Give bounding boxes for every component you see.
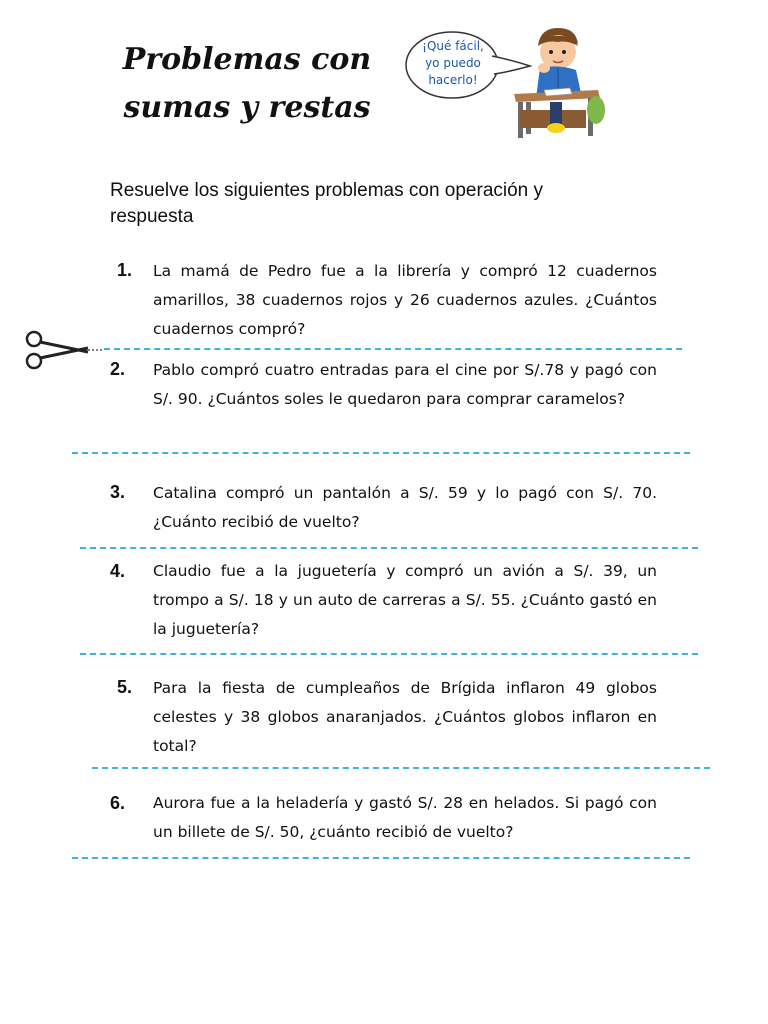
cut-line-2: [72, 452, 690, 454]
cut-line-3: [80, 547, 698, 549]
title-line-1: Problemas con: [122, 42, 372, 77]
speech-bubble: [404, 30, 500, 100]
problem-6-number: 6.: [110, 793, 126, 813]
problem-1-number: 1.: [117, 260, 133, 280]
problem-6-text: Aurora fue a la heladería y gastó S/. 28 en helados. Si pagó con un billete de S/. 50, ¿cuánto recibió de vuelto?: [153, 794, 657, 841]
problem-2-number: 2.: [110, 359, 126, 379]
problem-3-text: Catalina compró un pantalón a S/. 59 y lo pagó con S/. 70. ¿Cuánto recibió de vuelto?: [153, 484, 657, 531]
bubble-line-1: ¡Qué fácil,: [422, 39, 484, 53]
bubble-text: [410, 38, 496, 89]
scissors-icon: [22, 330, 106, 370]
cut-line-4: [80, 653, 698, 655]
problem-3-number: 3.: [110, 482, 126, 502]
problem-1-text: La mamá de Pedro fue a la librería y compró 12 cuadernos amarillos, 38 cuadernos rojos y 26 cuadernos azules. ¿Cuántos cuadernos compró?: [153, 262, 657, 338]
problem-5-text: Para la fiesta de cumpleaños de Brígida inflaron 49 globos celestes y 38 globos anaranjados. ¿Cuántos globos inflaron en total?: [153, 679, 657, 755]
instructions-text: Resuelve los siguientes problemas con operación y respuesta: [110, 180, 544, 227]
bubble-line-3: hacerlo!: [428, 73, 478, 87]
bubble-line-2: yo puedo: [425, 56, 481, 70]
problem-2-text: Pablo compró cuatro entradas para el cine por S/.78 y pagó con S/. 90. ¿Cuántos soles le quedaron para comprar caramelos?: [153, 361, 657, 408]
title-line-2: sumas y restas: [123, 90, 371, 125]
child-illustration: [500, 24, 612, 146]
problem-4-number: 4.: [110, 561, 126, 581]
cut-line-6: [72, 857, 690, 859]
cut-line-5: [92, 767, 710, 769]
problem-5-number: 5.: [117, 677, 133, 697]
problem-4-text: Claudio fue a la juguetería y compró un avión a S/. 39, un trompo a S/. 18 y un auto de carreras a S/. 55. ¿Cuánto gastó en la juguetería?: [153, 562, 657, 638]
worksheet-title: [112, 36, 382, 132]
cut-line-1: [104, 348, 682, 350]
